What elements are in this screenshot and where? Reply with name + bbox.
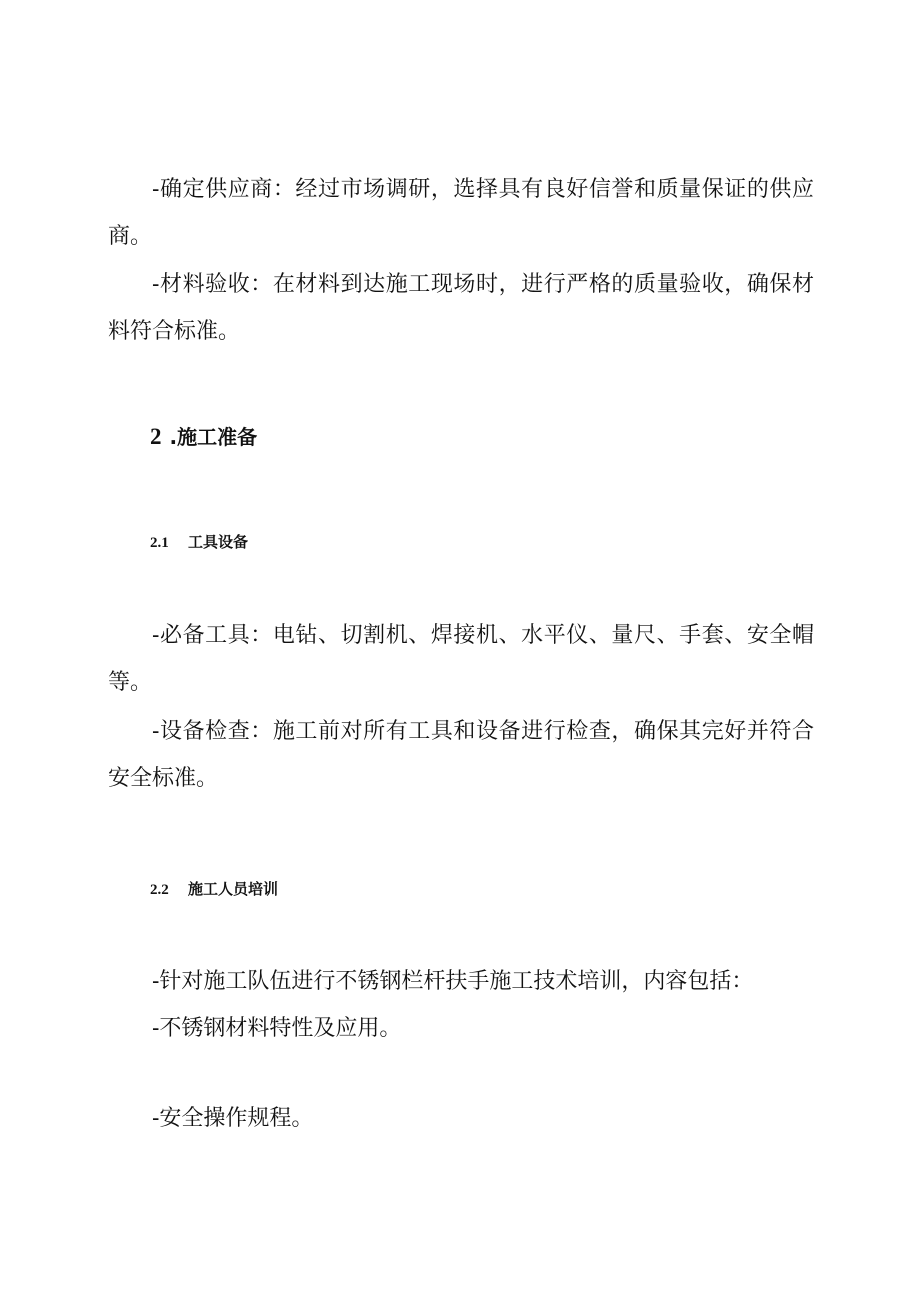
subsection-heading-tools <box>150 532 248 553</box>
paragraph-material-acceptance: -材料验收：在材料到达施工现场时，进行严格的质量验收，确保材料符合标准。 <box>108 272 814 344</box>
section-title: .施工准备 <box>169 425 258 449</box>
subsection-title: 工具设备 <box>188 533 249 551</box>
section-heading-construction-prep <box>150 424 257 450</box>
paragraph-required-tools: -必备工具：电钻、切割机、焊接机、水平仪、量尺、手套、安全帽等。 <box>108 623 814 695</box>
section-number: 2 <box>150 424 162 449</box>
paragraph-equipment-inspection: -设备检查：施工前对所有工具和设备进行检查，确保其完好并符合安全标准。 <box>108 719 814 791</box>
paragraph-training-item-material: -不锈钢材料特性及应用。 <box>152 1016 402 1041</box>
subsection-number: 2.1 <box>150 535 169 551</box>
paragraph-supplier: -确定供应商：经过市场调研，选择具有良好信誉和质量保证的供应商。 <box>108 177 814 249</box>
subsection-title: 施工人员培训 <box>188 880 279 898</box>
paragraph-training-intro: -针对施工队伍进行不锈钢栏杆扶手施工技术培训，内容包括： <box>152 969 754 994</box>
paragraph-training-item-safety: -安全操作规程。 <box>152 1106 314 1131</box>
subsection-heading-training <box>150 879 278 900</box>
subsection-number: 2.2 <box>150 882 169 898</box>
